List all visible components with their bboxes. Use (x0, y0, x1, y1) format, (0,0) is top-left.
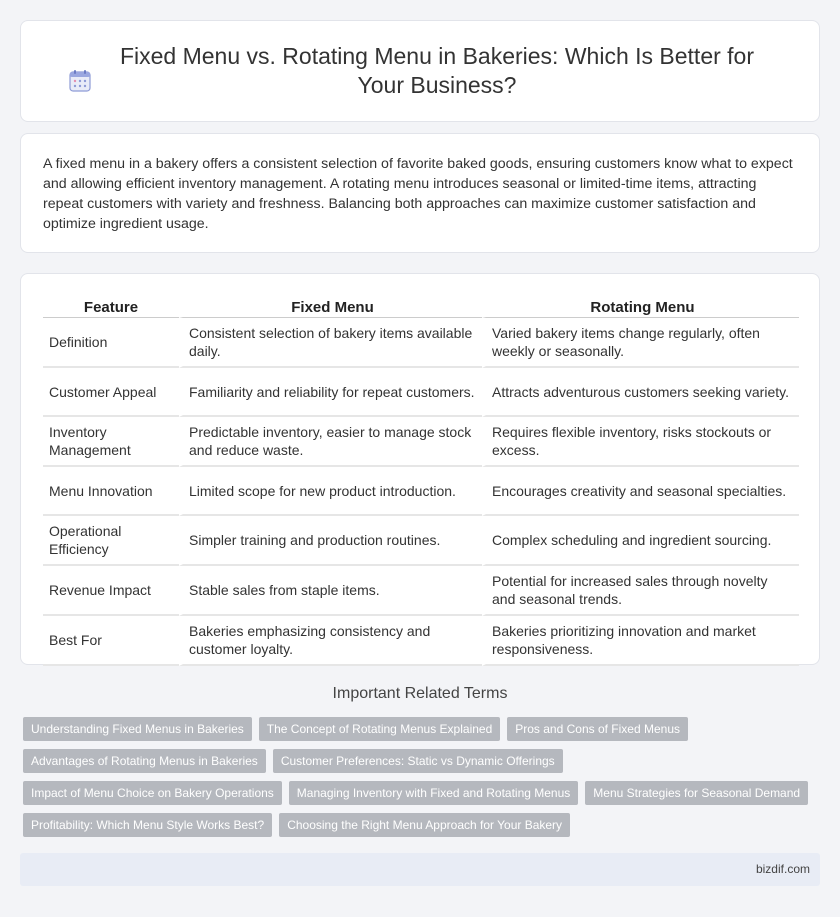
row-feature: Menu Innovation (43, 467, 179, 516)
comparison-table (43, 296, 799, 666)
page-title: Fixed Menu vs. Rotating Menu in Bakeries: Which Is Better for Your Business? (119, 43, 755, 98)
row-fixed: Stable sales from staple items. (179, 566, 482, 616)
related-tag[interactable]: Pros and Cons of Fixed Menus (507, 717, 688, 741)
row-rotating: Potential for increased sales through novelty and seasonal trends. (482, 566, 799, 616)
row-fixed: Familiarity and reliability for repeat customers. (179, 368, 482, 417)
table-row (43, 516, 799, 566)
table-row (43, 566, 799, 616)
related-tag[interactable]: Customer Preferences: Static vs Dynamic Offerings (273, 749, 563, 773)
related-tag[interactable]: Impact of Menu Choice on Bakery Operations (23, 781, 282, 805)
row-fixed: Simpler training and production routines. (179, 516, 482, 566)
row-rotating: Complex scheduling and ingredient sourcing. (482, 516, 799, 566)
table-row (43, 417, 799, 467)
row-rotating: Varied bakery items change regularly, often weekly or seasonally. (482, 318, 799, 368)
title-wrap (60, 42, 780, 100)
table-header-row (43, 296, 799, 318)
row-feature: Revenue Impact (43, 566, 179, 616)
row-rotating: Encourages creativity and seasonal specialties. (482, 467, 799, 516)
intro-card (20, 133, 820, 253)
table-row (43, 616, 799, 666)
footer-site-link[interactable]: bizdif.com (755, 862, 810, 876)
footer (20, 853, 820, 886)
related-tag[interactable]: Managing Inventory with Fixed and Rotating Menus (289, 781, 579, 805)
related-terms-heading: Important Related Terms (332, 685, 508, 702)
row-fixed: Consistent selection of bakery items available daily. (179, 318, 482, 368)
title-card (20, 20, 820, 122)
related-tag[interactable]: Choosing the Right Menu Approach for Your Bakery (279, 813, 570, 837)
row-fixed: Bakeries emphasizing consistency and customer loyalty. (179, 616, 482, 666)
header-feature: Feature (43, 296, 179, 318)
related-tag[interactable]: The Concept of Rotating Menus Explained (259, 717, 500, 741)
header-fixed-menu: Fixed Menu (179, 296, 482, 318)
related-terms-section (20, 685, 820, 837)
related-tag[interactable]: Understanding Fixed Menus in Bakeries (23, 717, 252, 741)
row-rotating: Bakeries prioritizing innovation and market responsiveness. (482, 616, 799, 666)
header-rotating-menu: Rotating Menu (482, 296, 799, 318)
row-feature: Inventory Management (43, 417, 179, 467)
row-feature: Definition (43, 318, 179, 368)
row-feature: Customer Appeal (43, 368, 179, 417)
table-row (43, 368, 799, 417)
related-tag[interactable]: Profitability: Which Menu Style Works Best? (23, 813, 272, 837)
row-feature: Operational Efficiency (43, 516, 179, 566)
comparison-card (20, 273, 820, 665)
row-fixed: Predictable inventory, easier to manage stock and reduce waste. (179, 417, 482, 467)
intro-paragraph: A fixed menu in a bakery offers a consistent selection of favorite baked goods, ensuring customers know what to expect and allowing efficient inventory management. A rotating menu introduces seasonal or limited-time items, attracting repeat customers with variety and freshness. Balancing both approaches can maximize customer satisfaction and optimize ingredient usage. (43, 156, 793, 232)
calendar-icon (68, 69, 92, 93)
related-tags (20, 717, 820, 837)
row-fixed: Limited scope for new product introduction. (179, 467, 482, 516)
row-rotating: Requires flexible inventory, risks stockouts or excess. (482, 417, 799, 467)
row-feature: Best For (43, 616, 179, 666)
row-rotating: Attracts adventurous customers seeking variety. (482, 368, 799, 417)
table-row (43, 467, 799, 516)
related-tag[interactable]: Menu Strategies for Seasonal Demand (585, 781, 808, 805)
table-row (43, 318, 799, 368)
related-tag[interactable]: Advantages of Rotating Menus in Bakeries (23, 749, 266, 773)
